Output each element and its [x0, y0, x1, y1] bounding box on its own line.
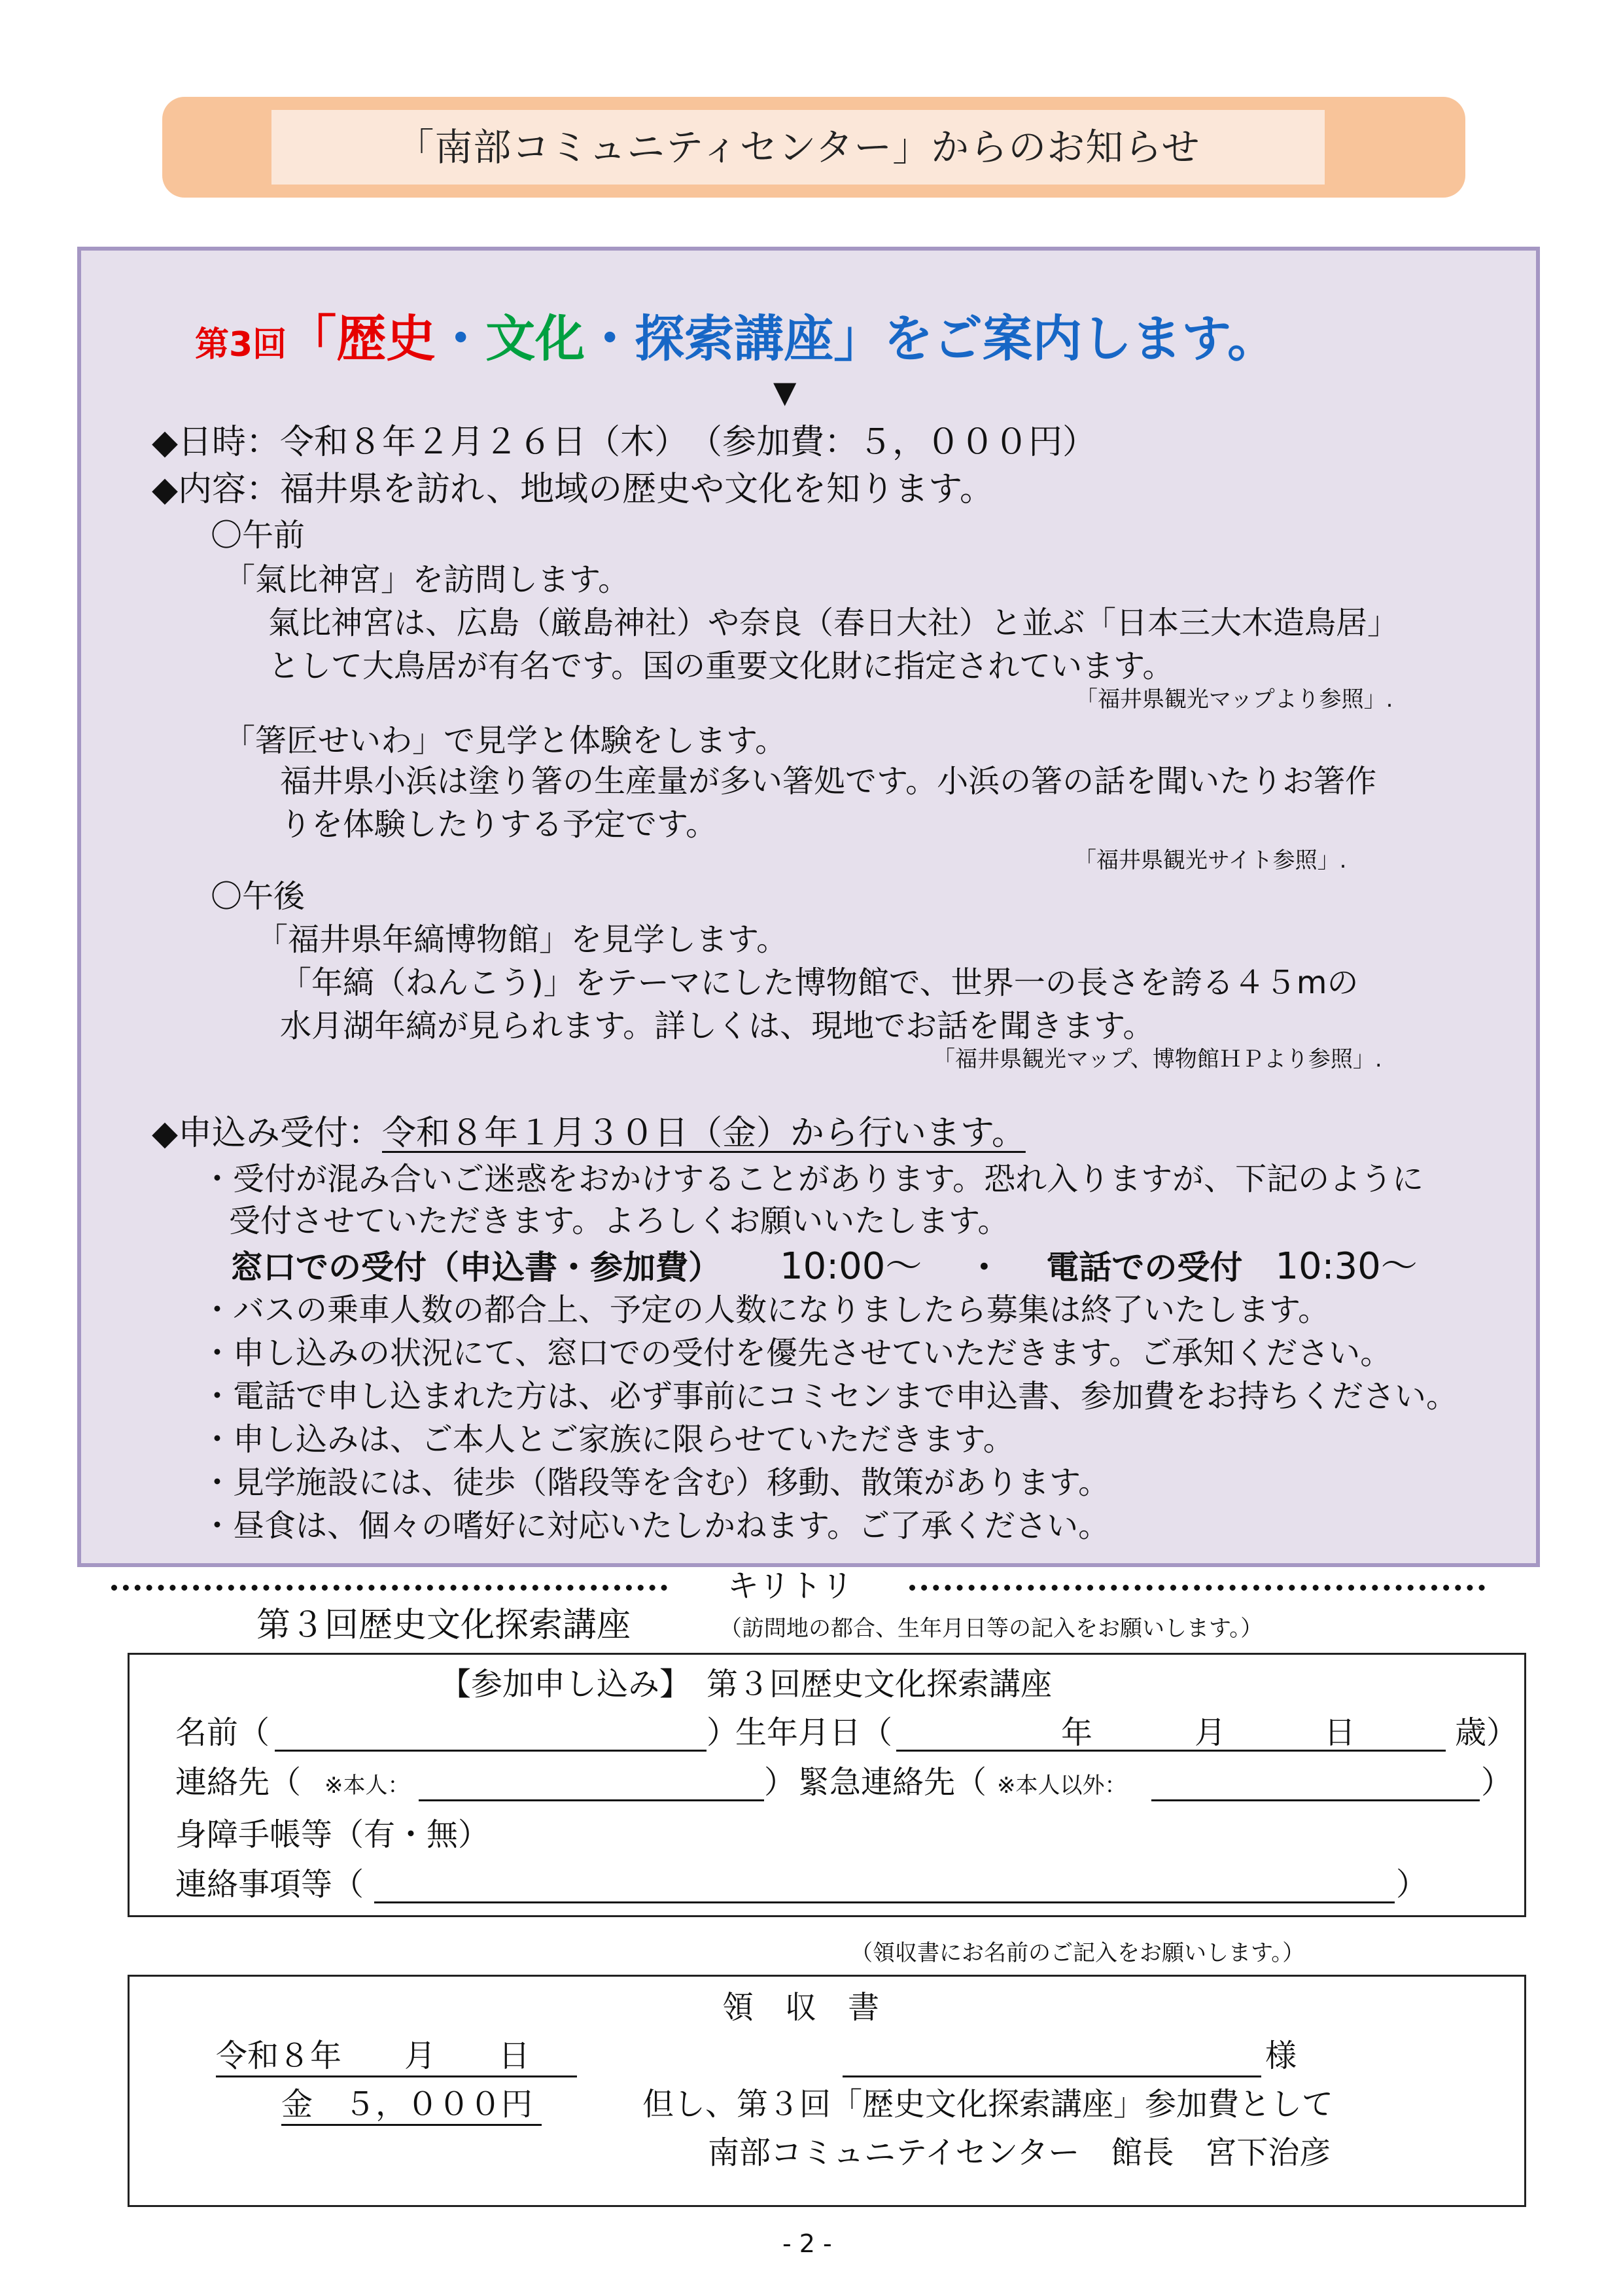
hashi-desc: 福井県小浜は塗り箸の生産量が多い箸処です。小浜の箸の話を聞いたりお箸作 [280, 763, 1377, 800]
cut-line [909, 1585, 1485, 1591]
contact-note: ※本人： [324, 1773, 410, 1799]
title-suffix: をご案内します。 [883, 309, 1278, 368]
emergency-contact-field[interactable] [1151, 1799, 1480, 1801]
receipt-note: （領収書にお名前のご記入をお願いします。） [850, 1940, 1305, 1966]
form-box-title: 【参加申し込み】 第３回歴史文化探索講座 [440, 1666, 1053, 1703]
emergency-close: ） [1481, 1764, 1513, 1801]
disability-label: 身障手帳等（有・無） [175, 1816, 490, 1853]
apply-label: ◆申込み受付： [152, 1114, 382, 1153]
receipt-issuer: 南部コミュニテイセンター 館長 宮下治彦 [708, 2134, 1331, 2171]
kehi-desc: 氣比神宮は、広島（厳島神社）や奈良（春日大社）と並ぶ「日本三大木造鳥居」 [268, 605, 1399, 641]
remarks-close: ） [1396, 1866, 1428, 1903]
receipt-date-underline [216, 2075, 577, 2077]
down-arrow-icon: ▼ [773, 374, 797, 410]
contact-label: 連絡先（ [175, 1764, 302, 1801]
birth-month-label: 月 [1195, 1714, 1227, 1751]
pm-label: 〇午後 [211, 878, 305, 915]
birth-label: 生年月日（ [735, 1714, 893, 1751]
title-dot: ・ [585, 309, 635, 368]
page-number: - 2 - [782, 2229, 832, 2258]
birth-day-label: 日 [1324, 1714, 1356, 1751]
cut-label: キリトリ [727, 1568, 854, 1604]
hashi-reference: 「福井県観光サイト参照」. [1074, 847, 1347, 874]
form-heading-note: （訪問地の都合、生年月日等の記入をお願いします。） [720, 1616, 1263, 1642]
museum-title: 「福井県年縞博物館」を見学します。 [256, 921, 788, 958]
note: ・申し込みの状況にて、窓口での受付を優先させていただきます。ご承知ください。 [201, 1335, 1392, 1371]
am-label: 〇午前 [211, 517, 305, 554]
contact-close: ） [764, 1764, 796, 1801]
contact-field[interactable] [419, 1799, 764, 1801]
remarks-label: 連絡事項等（ [175, 1866, 364, 1903]
note: ・バスの乗車人数の都合上、予定の人数になりましたら募集は終了いたします。 [201, 1292, 1330, 1328]
birth-age-label: 歳） [1455, 1714, 1518, 1751]
remarks-field[interactable] [374, 1901, 1395, 1903]
form-heading: 第３回歴史文化探索講座 [256, 1606, 631, 1645]
hashi-title: 「箸匠せいわ」で見学と体験をします。 [224, 722, 787, 759]
phone-time: 10:30～ [1275, 1245, 1418, 1288]
note: 受付させていただきます。よろしくお願いいたします。 [229, 1203, 1009, 1239]
title-dot: ・ [436, 309, 486, 368]
museum-desc: 「年縞（ねんこう)」をテーマにした博物館で、世界一の長さを誇る４５mの [280, 964, 1359, 1001]
separator: ・ [968, 1248, 1001, 1286]
receipt-date: 令和８年 月 日 [216, 2038, 531, 2074]
note: ・申し込みは、ご本人とご家族に限らせていただきます。 [201, 1421, 1015, 1458]
kehi-reference: 「福井県観光マップより参照」. [1075, 686, 1393, 713]
header-banner-text: 「南部コミュニティセンター」からのお知らせ [271, 110, 1325, 185]
receipt-amount: 金 ５，０００円 [281, 2086, 533, 2123]
emergency-note: ※本人以外： [997, 1773, 1127, 1799]
receipt-title: 領 収 書 [722, 1989, 880, 2026]
window-label: 窓口での受付（申込書・参加費） [230, 1248, 721, 1286]
notice-title [195, 309, 1278, 368]
emergency-label: 緊急連絡先（ [798, 1764, 987, 1801]
reception-times [230, 1245, 1418, 1288]
name-close: ） [707, 1714, 739, 1751]
receipt-amount-underline [281, 2124, 542, 2126]
date-line: ◆日時：令和８年２月２６日（木） （参加費：５，０００円） [152, 423, 1096, 462]
title-quote-open: 「 [287, 309, 337, 368]
note: ・受付が混み合いご迷惑をおかけすることがあります。恐れ入りますが、下記のように [201, 1161, 1424, 1197]
apply-line [152, 1114, 1026, 1153]
title-rekishi: 歴史 [336, 309, 436, 368]
note: ・見学施設には、徒歩（階段等を含む）移動、散策があります。 [201, 1464, 1110, 1501]
hashi-desc: りを体験したりする予定です。 [280, 806, 718, 843]
kehi-title: 「氣比神宮」を訪問します。 [224, 561, 630, 598]
museum-reference: 「福井県観光マップ、博物館ＨＰより参照」. [933, 1046, 1382, 1072]
title-quote-close: 」 [833, 309, 884, 368]
birthdate-field[interactable] [896, 1750, 1446, 1752]
name-field[interactable] [275, 1750, 707, 1752]
title-tansaku: 探索講座 [635, 309, 834, 368]
museum-desc: 水月湖年縞が見られます。詳しくは、現地でお話を聞きます。 [280, 1008, 1155, 1044]
honorific: 様 [1265, 2038, 1297, 2074]
name-label: 名前（ [175, 1714, 270, 1751]
note: ・昼食は、個々の嗜好に対応いたしかねます。ご了承ください。 [201, 1508, 1110, 1544]
receipt-name-field[interactable] [843, 2075, 1261, 2077]
receipt-purpose: 但し、第３回「歴史文化探索講座」参加費として [642, 2086, 1334, 2123]
note: ・電話で申し込まれた方は、必ず事前にコミセンまで申込書、参加費をお持ちください。 [201, 1378, 1458, 1415]
window-time: 10:00～ [780, 1245, 922, 1288]
birth-year-label: 年 [1061, 1714, 1093, 1751]
phone-label: 電話での受付 [1046, 1248, 1243, 1286]
apply-date: 令和８年１月３０日（金）から行います。 [382, 1114, 1026, 1153]
kehi-desc: として大鳥居が有名です。国の重要文化財に指定されています。 [268, 648, 1174, 684]
cut-line [111, 1585, 667, 1591]
title-bunka: 文化 [485, 309, 585, 368]
content-line: ◆内容：福井県を訪れ、地域の歴史や文化を知ります。 [152, 470, 994, 509]
title-prefix: 第3回 [195, 325, 287, 364]
